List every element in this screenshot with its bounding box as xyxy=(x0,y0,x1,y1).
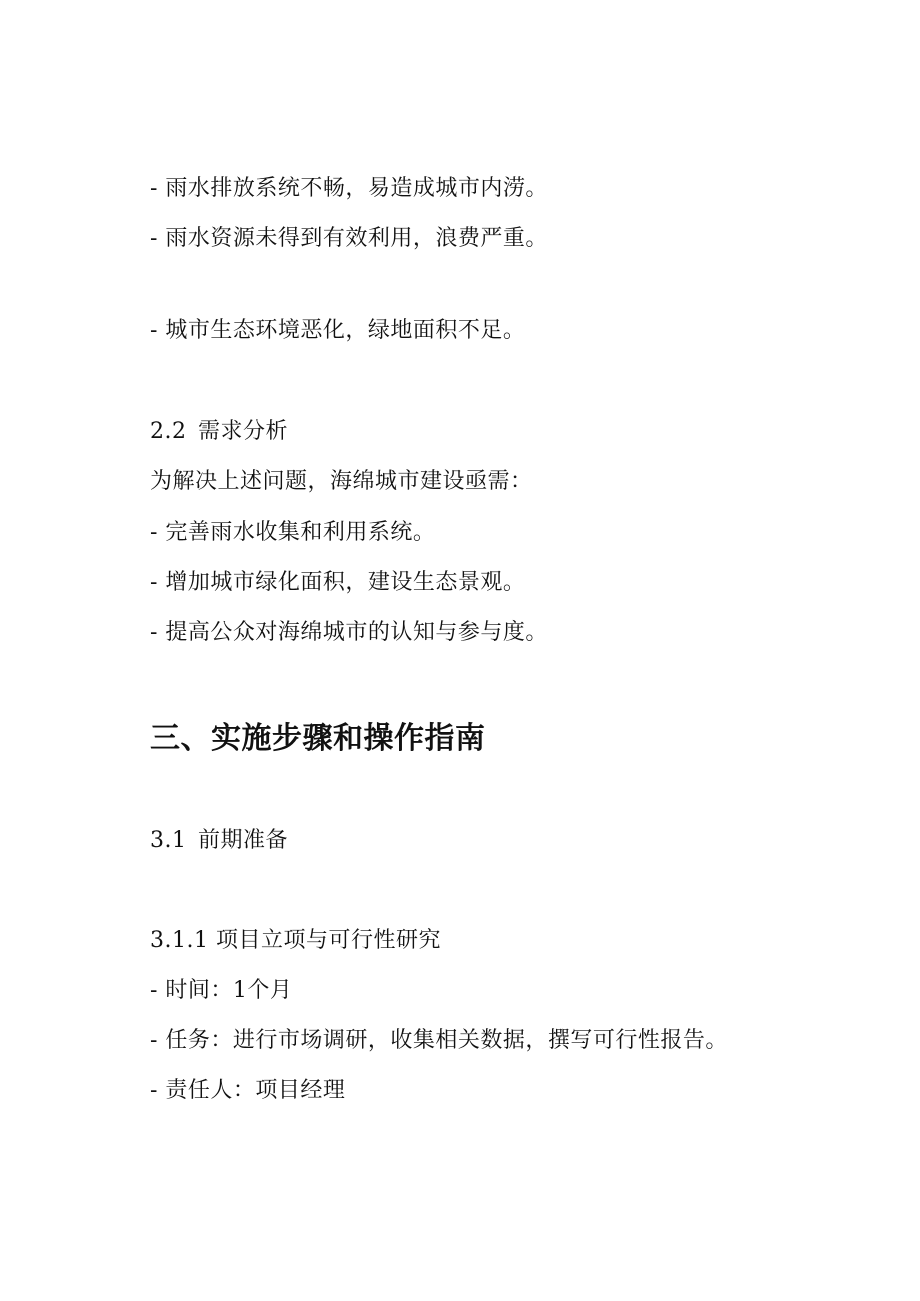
subsection-heading-3-1-1: 3.1.1 项目立项与可行性研究 xyxy=(150,928,441,953)
section-title: 前期准备 xyxy=(198,828,289,853)
need-item: - 提高公众对海绵城市的认知与参与度。 xyxy=(150,620,548,645)
chapter-heading: 三、实施步骤和操作指南 xyxy=(150,721,486,756)
task-item: - 责任人：项目经理 xyxy=(150,1078,346,1103)
section-number: 2.2 xyxy=(150,419,187,444)
section-intro: 为解决上述问题，海绵城市建设亟需： xyxy=(150,469,533,494)
problem-item: - 雨水排放系统不畅，易造成城市内涝。 xyxy=(150,176,548,201)
need-item: - 完善雨水收集和利用系统。 xyxy=(150,520,436,545)
section-heading-2-2 xyxy=(150,417,288,447)
section-title: 需求分析 xyxy=(198,419,289,444)
section-heading-3-1 xyxy=(150,826,288,856)
problem-item: - 城市生态环境恶化，绿地面积不足。 xyxy=(150,318,526,343)
need-item: - 增加城市绿化面积，建设生态景观。 xyxy=(150,570,526,595)
section-number: 3.1 xyxy=(150,828,187,853)
task-item: - 时间：1个月 xyxy=(150,978,293,1003)
problem-item: - 雨水资源未得到有效利用，浪费严重。 xyxy=(150,226,548,251)
task-item: - 任务：进行市场调研，收集相关数据，撰写可行性报告。 xyxy=(150,1028,728,1053)
